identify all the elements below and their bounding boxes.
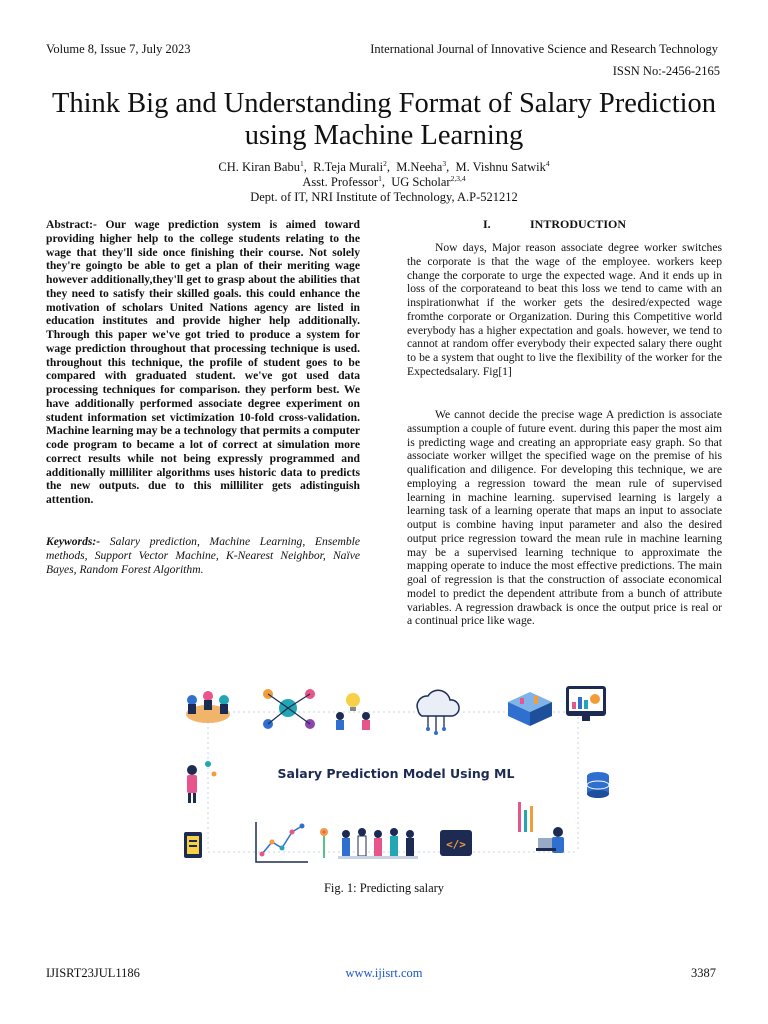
intro-paragraph-1: Now days, Major reason associate degree worker switches the corporate is that the wage of the employee. workers keep change the corporate to urge the expected wage. And it ends up in loss of the corporateand to beat this loss we tend to came with an inspirationwhat if the worker gets the desired/expected wage fromthe corporate or Organization. During this Competitive world everybody has a higher expectation and goals. however, we tend to cannot at random offer everybody their expected salary there ought to be a system that ought to live the flexibility of the worker for the Expectedsalary. Fig[1] bbox=[407, 241, 722, 378]
author-3: M.Neeha bbox=[396, 160, 443, 174]
author-names: CH. Kiran Babu$^1$, R.Teja Murali$^2$, M.Neeha$^3$, M. Vishnu Satwik$^4$ bbox=[218, 158, 550, 174]
affiliation: Dept. of IT, NRI Institute of Technology, A.P-521212 bbox=[250, 190, 518, 204]
header-issn: ISSN No:-2456-2165 bbox=[612, 64, 720, 78]
section-title: INTRODUCTION bbox=[530, 217, 627, 231]
keywords-text: Salary prediction, Machine Learning, Ensemble methods, Support Vector Machine, K-Nearest Neighbor, Naïve Bayes, Random Forest Algorithm. bbox=[46, 535, 360, 576]
header-journal: International Journal of Innovative Science and Research Technology bbox=[370, 42, 718, 56]
figure-1 bbox=[178, 682, 614, 880]
author-1: CH. Kiran Babu bbox=[218, 160, 300, 174]
code-window-icon bbox=[440, 830, 472, 856]
header-volume: Volume 8, Issue 7, July 2023 bbox=[46, 42, 191, 56]
intro-paragraph-2: We cannot decide the precise wage A prediction is associate assumption a couple of future event. during this paper the most aim is predicting wage and creating an appropriate easy graph. So that associate worker willget the specified wage on the premise of his qualification and diligence. For developing this technique, we are employing a regression toward the mean rule of supervised learning in machine learning. supervised learning is largely a learning task of a learning operate that maps an input to associate output is combine having input parameter and also the desired output price regression toward the mean rule in machine learning may be a supervised learning technique to approximate the mapping operate to induce the most effective predictions. The main goal of regression is that the construction of associate economical model to predict the dependent attribute from a bunch of attribute variables. A regression drawback is once the output price is real or a continual price like wage. bbox=[407, 408, 722, 628]
abstract-text: Abstract:- Our wage prediction system is aimed toward providing higher help to the college students relating to the wage that they'll side once finishing their course. Not solely they're goingto be able to get a plan of their meriting wage however additionally,they'll get to grasp about the abilities that they need to satisfy their skilled goals. this could enhance the motivation of scholars United Nations agency are listed in education institutes and provide higher help additionally. Through this paper we've got tried to produce a system for wage prediction throughout that processing technique is used. throughout this technique, the profile of student goes to be compared with graduated student. we've got used data processing techniques for comparison. they perform best. We have additionally performed associate degree experiment on student information set victimization 10-fold cross-validation. Machine learning may be a technology that permits a computer code program to became a lot of correct at simulation more correct results while not being expressly programmed and additionally milliliter algorithms uses historic data to predicts the new outputs. due to this milliliter gets adistinguish attention. bbox=[46, 218, 360, 506]
author-2: R.Teja Murali bbox=[313, 160, 384, 174]
footer-website-link[interactable]: www.ijisrt.com bbox=[345, 966, 423, 980]
footer-paper-id: IJISRT23JUL1186 bbox=[46, 966, 140, 980]
keywords bbox=[46, 535, 360, 576]
role-2: UG Scholar bbox=[391, 175, 451, 189]
author-block bbox=[40, 160, 728, 205]
paper-title: Think Big and Understanding Format of Salary Prediction using Machine Learning bbox=[51, 88, 717, 151]
section-number: I. bbox=[483, 217, 491, 231]
keywords-label: Keywords:- bbox=[46, 535, 101, 548]
role-1: Asst. Professor bbox=[302, 175, 379, 189]
database-icon bbox=[587, 772, 609, 798]
abstract bbox=[46, 218, 360, 507]
figure-caption: Fig. 1: Predicting salary bbox=[323, 881, 445, 895]
svg-text:</>: </> bbox=[446, 838, 466, 851]
monitor-chart-icon bbox=[566, 686, 606, 721]
figure-illustration bbox=[178, 682, 614, 880]
banner-title: Salary Prediction Model Using ML bbox=[277, 766, 515, 781]
team-meeting-icon bbox=[186, 691, 230, 723]
footer-page-number: 3387 bbox=[691, 966, 716, 980]
clipboard-icon bbox=[184, 832, 202, 858]
author-roles: Asst. Professor$^1$, UG Scholar$^{2,3,4}$ bbox=[302, 173, 466, 189]
author-4: M. Vishnu Satwik bbox=[455, 160, 546, 174]
